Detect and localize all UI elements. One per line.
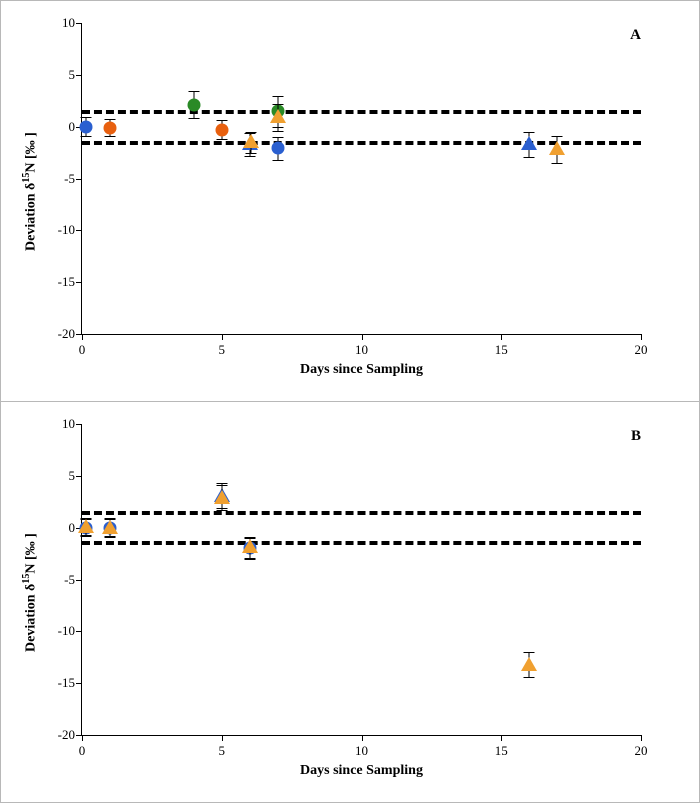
y-axis-title-b-post: N [‰ ] — [23, 533, 39, 574]
error-bar-cap — [272, 131, 283, 132]
y-tick-label: -20 — [57, 326, 75, 341]
error-bar-cap — [216, 120, 227, 121]
y-tick-label: -15 — [57, 675, 75, 691]
data-point-orange-circle — [102, 120, 118, 136]
x-tick-label: 5 — [218, 743, 225, 758]
x-tick-label: 10 — [355, 743, 368, 758]
x-tick-mark — [82, 735, 83, 741]
panel-b — [0, 402, 700, 803]
error-bar-cap — [216, 510, 227, 511]
error-bar-cap — [81, 536, 92, 537]
y-tick-mark — [76, 631, 82, 632]
x-tick-label: 20 — [634, 342, 648, 357]
data-point-orange-triangle — [214, 490, 230, 506]
data-point-orange-triangle — [521, 657, 537, 673]
error-bar-cap — [524, 677, 535, 678]
x-tick-mark — [362, 735, 363, 741]
data-point-green-circle — [186, 97, 202, 113]
data-point-blue-triangle — [521, 136, 537, 152]
y-axis-title-b-sup: 15 — [21, 573, 32, 584]
x-tick-label: 15 — [494, 342, 508, 357]
error-bar-cap — [552, 136, 563, 137]
error-bar-cap — [272, 96, 283, 97]
y-axis-title-a-sup: 15 — [21, 172, 32, 183]
y-tick-label: -10 — [57, 623, 75, 639]
y-tick-label: 0 — [68, 519, 75, 535]
error-bar-cap — [188, 91, 199, 92]
error-bar-cap — [104, 136, 115, 137]
x-tick-mark — [222, 735, 223, 741]
y-tick-label: -15 — [57, 274, 75, 290]
plot-area-a — [57, 15, 648, 377]
x-tick-label: 0 — [78, 342, 86, 357]
data-point-blue-circle — [78, 119, 94, 135]
marker-triangle — [78, 519, 94, 533]
marker-circle — [80, 120, 93, 133]
limit-line — [82, 110, 641, 114]
y-tick-mark — [76, 75, 82, 76]
marker-triangle — [214, 490, 230, 504]
error-bar-cap — [244, 537, 255, 538]
y-tick-mark — [76, 23, 82, 24]
x-tick-label: 20 — [634, 743, 648, 758]
x-tick-label: 15 — [494, 743, 508, 758]
y-tick-mark — [76, 476, 82, 477]
x-tick-mark — [82, 334, 83, 340]
y-axis-title-a-post: N [‰ ] — [23, 132, 39, 173]
x-tick-label: 10 — [355, 342, 368, 357]
marker-triangle — [102, 520, 118, 534]
y-tick-mark — [76, 282, 82, 283]
y-axis-title-b — [21, 533, 40, 652]
data-point-orange-triangle — [242, 539, 258, 555]
error-bar-cap — [244, 558, 255, 559]
x-tick-mark — [641, 735, 642, 741]
y-tick-mark — [76, 230, 82, 231]
error-bar-cap — [104, 537, 115, 538]
y-tick-mark — [76, 683, 82, 684]
plot-area-b — [57, 416, 648, 778]
data-point-orange-triangle — [549, 141, 565, 157]
data-point-orange-circle — [214, 122, 230, 138]
x-axis-title-b: Days since Sampling — [300, 763, 423, 778]
error-bar-cap — [81, 136, 92, 137]
limit-line — [82, 511, 641, 515]
error-bar-cap — [216, 139, 227, 140]
y-tick-label: -5 — [64, 571, 75, 587]
error-bar-cap — [524, 132, 535, 133]
error-bar-cap — [246, 132, 257, 133]
y-axis-title-a — [21, 132, 40, 251]
error-bar-cap — [244, 156, 255, 157]
x-tick-mark — [362, 334, 363, 340]
marker-circle — [215, 123, 228, 136]
error-bar-cap — [216, 485, 227, 486]
y-axis-title-a-pre: Deviation δ — [23, 182, 39, 251]
marker-triangle — [521, 136, 537, 150]
y-tick-label: -20 — [57, 727, 75, 742]
error-bar-cap — [524, 652, 535, 653]
marker-triangle — [243, 134, 259, 148]
marker-circle — [271, 142, 284, 155]
marker-circle — [103, 121, 116, 134]
panel-letter-a: A — [630, 27, 641, 43]
y-tick-label: 5 — [68, 467, 75, 483]
marker-triangle — [521, 657, 537, 671]
marker-triangle — [242, 539, 258, 553]
error-bar-cap — [272, 137, 283, 138]
error-bar-cap — [81, 535, 92, 536]
limit-line — [82, 541, 641, 545]
marker-triangle — [270, 109, 286, 123]
marker-circle — [187, 98, 200, 111]
x-tick-mark — [501, 735, 502, 741]
panel-letter-b: B — [630, 428, 641, 444]
data-point-orange-triangle — [243, 134, 259, 150]
data-point-blue-circle — [270, 140, 286, 156]
x-tick-mark — [641, 334, 642, 340]
marker-triangle — [549, 141, 565, 155]
error-bar-cap — [552, 163, 563, 164]
y-tick-label: 10 — [62, 15, 75, 30]
error-bar-cap — [244, 559, 255, 560]
y-tick-mark — [76, 424, 82, 425]
error-bar-cap — [81, 117, 92, 118]
data-point-orange-triangle — [102, 520, 118, 536]
error-bar-cap — [272, 104, 283, 105]
y-tick-label: -10 — [57, 222, 75, 238]
x-tick-mark — [222, 334, 223, 340]
x-axis-title-a: Days since Sampling — [300, 362, 423, 377]
x-tick-mark — [501, 334, 502, 340]
error-bar-cap — [216, 483, 227, 484]
error-bar-cap — [188, 118, 199, 119]
x-tick-label: 0 — [78, 743, 86, 758]
y-tick-label: 5 — [68, 66, 75, 82]
error-bar-cap — [524, 157, 535, 158]
data-point-orange-triangle — [78, 519, 94, 535]
y-tick-label: 0 — [68, 118, 75, 134]
y-tick-label: 10 — [62, 416, 75, 431]
y-axis-title-b-pre: Deviation δ — [23, 583, 39, 652]
y-tick-label: -5 — [64, 170, 75, 186]
y-tick-mark — [76, 580, 82, 581]
y-tick-mark — [76, 179, 82, 180]
data-point-orange-triangle — [270, 109, 286, 125]
x-tick-label: 5 — [218, 342, 225, 357]
error-bar-cap — [272, 160, 283, 161]
error-bar-cap — [246, 153, 257, 154]
